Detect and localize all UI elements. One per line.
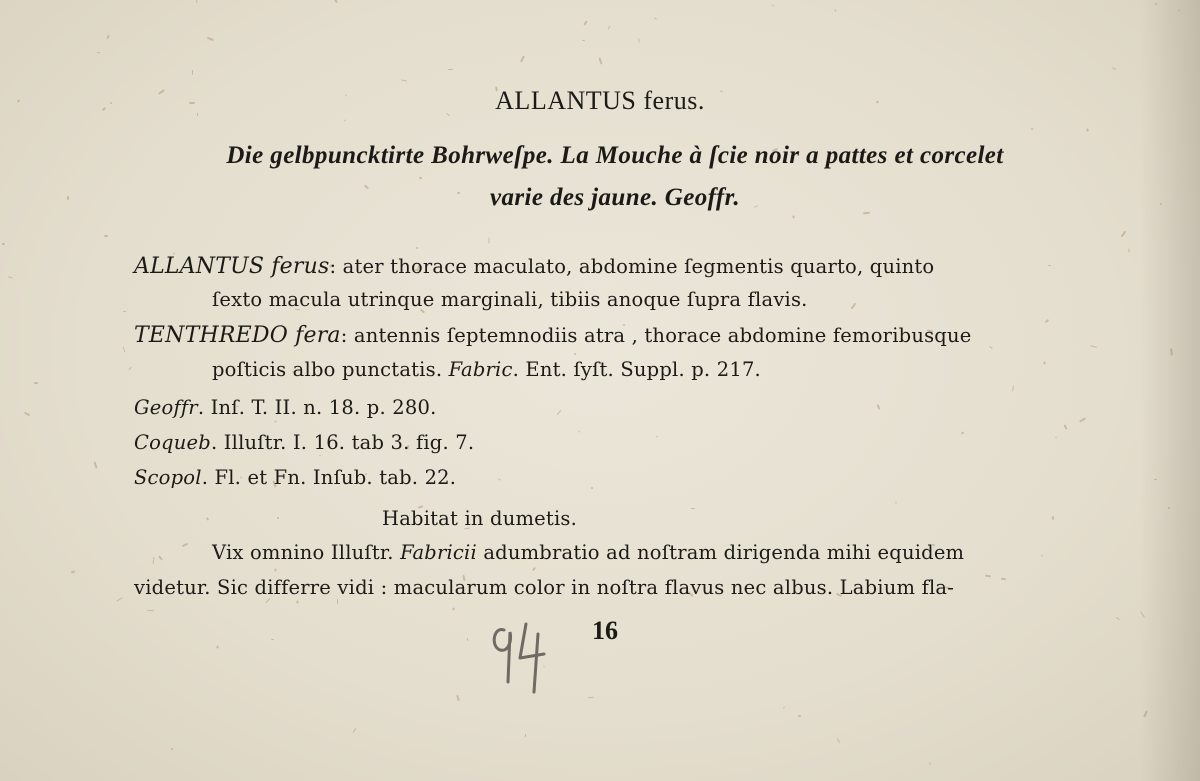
- page-edge-shadow: [1140, 0, 1200, 781]
- entry-description: : ater thorace maculato, abdomine ſegmentis quarto, quinto: [329, 255, 935, 278]
- paper-fiber: [792, 215, 794, 218]
- entry-genus: TENTHREDO fera: [134, 323, 341, 348]
- paper-fiber: [1001, 578, 1006, 580]
- paper-fiber: [216, 645, 218, 648]
- handwritten-pencil-note: [486, 612, 556, 712]
- reference-author: Geoffr: [134, 396, 198, 419]
- paragraph-line-1: Vix omnino Illuſtr. Fabricii adumbratio ad noſtram dirigenda mihi equidem: [212, 541, 965, 564]
- paper-fiber: [296, 600, 299, 603]
- paragraph-line-2: videtur. Sic differre vidi : macularum color in noſtra flavus nec albus. Labium fla-: [134, 576, 955, 599]
- paper-fiber: [1086, 128, 1089, 131]
- reference-line: Coqueb. Illuſtr. I. 16. tab 3. fig. 7.: [134, 431, 475, 454]
- paper-fiber: [488, 237, 489, 243]
- paper-fiber: [1041, 554, 1042, 556]
- paper-fiber: [337, 599, 338, 604]
- page-title: ALLANTUS ferus.: [495, 86, 705, 115]
- paper-fiber: [798, 715, 801, 717]
- paper-fiber: [277, 517, 279, 519]
- reference-author: Scopol: [134, 466, 202, 489]
- paper-fiber: [34, 382, 38, 384]
- paper-fiber: [448, 69, 453, 70]
- reference-line: Scopol. Fl. et Fn. Inſub. tab. 22.: [134, 466, 457, 489]
- paper-fiber: [929, 762, 930, 764]
- paper-fiber: [2, 243, 5, 245]
- entry-allantus-line-2: ſexto macula utrinque marginali, tibiis anoque ſupra flavis.: [212, 288, 808, 311]
- paper-fiber: [638, 38, 639, 42]
- paper-fiber: [97, 52, 100, 53]
- reference-line: Geoffr. Inſ. T. II. n. 18. p. 280.: [134, 396, 437, 419]
- page-number: 16: [592, 616, 618, 645]
- entry-allantus-line-1: [134, 254, 934, 279]
- paper-fiber: [1052, 516, 1054, 520]
- subtitle-line-2: varie des jaune. Geoffr.: [489, 184, 741, 211]
- paper-fiber: [578, 430, 579, 432]
- paper-fiber: [123, 311, 126, 312]
- entry-tenthredo-line-2: poſticis albo punctatis. Fabric. Ent. ſyſt. Suppl. p. 217.: [212, 358, 761, 381]
- paper-fiber: [691, 508, 695, 509]
- paper-fiber: [1031, 128, 1033, 130]
- entry-tenthredo-line-1: [134, 323, 971, 348]
- reference-author: Coqueb: [134, 431, 211, 454]
- paper-fiber: [192, 70, 193, 75]
- paper-fiber: [1055, 436, 1056, 438]
- subtitle-line-1: Die gelbpuncktirte Bohrweſpe. La Mouche à ſcie noir a pattes et corcelet: [226, 142, 1004, 169]
- entry-description: : antennis ſeptemnodiis atra , thorace abdomine femoribusque: [340, 324, 972, 347]
- habitat-line: Habitat in dumetis.: [382, 507, 577, 530]
- citation-author: Fabric: [448, 358, 513, 381]
- paper-fiber: [895, 501, 896, 503]
- entry-genus: ALLANTUS ferus: [134, 254, 330, 279]
